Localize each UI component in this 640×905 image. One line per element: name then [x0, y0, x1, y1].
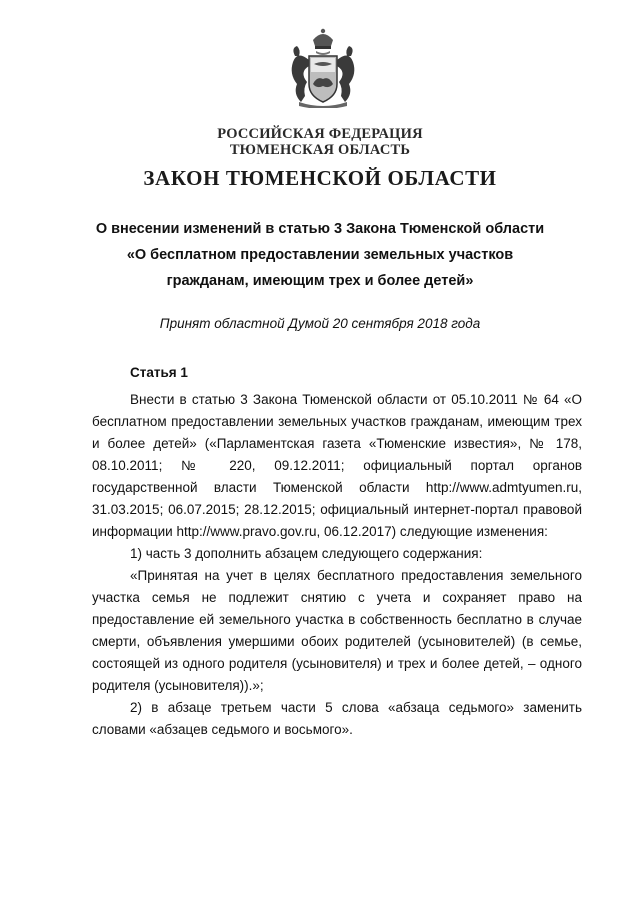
law-title: ЗАКОН ТЮМЕНСКОЙ ОБЛАСТИ: [143, 166, 497, 190]
law-subject-line-1: О внесении изменений в статью 3 Закона Тюменской области: [95, 221, 545, 237]
article-paragraph: [92, 543, 582, 565]
article-paragraph: [92, 697, 582, 741]
paragraph-text: 1) часть 3 дополнить абзацем следующего содержания:: [130, 546, 483, 561]
region-heading: ТЮМЕНСКАЯ ОБЛАСТЬ: [229, 142, 411, 158]
article-paragraph: [92, 389, 582, 543]
paragraph-text: 2) в абзаце третьем части 5 слова «абзаца седьмого» заменить словами «абзацев седьмого и восьмого».: [92, 700, 582, 737]
law-subject-line-3: гражданам, имеющим трех и более детей»: [166, 273, 474, 289]
federation-heading: РОССИЙСКАЯ ФЕДЕРАЦИЯ: [217, 126, 423, 142]
paragraph-text: «Принятая на учет в целях бесплатного предоставления земельного участка семья не подлежит снятию с учета и сохраняет право на предоставление ей земельного участка в собственность бесплатно в случае смерти, объявления умершими обоих родителей (усыновителей) (в семье, состоящей из одного родителя (усыновителя) и трех и более детей, – одного родителя (усыновителя)).»;: [92, 568, 582, 693]
paragraph-text: Внести в статью 3 Закона Тюменской области от 05.10.2011 № 64 «О бесплатном предоставлении земельных участков гражданам, имеющим трех и более детей» («Парламентская газета «Тюменские известия», № 178, 08.10.2011; № 220, 09.12.2011; официальный портал органов государственной власти Тюменской области http://www.admtyumen.ru, 31.03.2015; 06.07.2015; 28.12.2015; официальный интернет-портал правовой информации http://www.pravo.gov.ru, 06.12.2017) следующие изменения:: [92, 392, 582, 539]
law-subject-line-2: «О бесплатном предоставлении земельных участков: [126, 247, 514, 263]
adoption-note: Принят областной Думой 20 сентября 2018 года: [159, 316, 481, 331]
article-title: Статья 1: [130, 365, 188, 380]
article-paragraph: [92, 565, 582, 697]
coat-of-arms-icon: [283, 26, 363, 108]
